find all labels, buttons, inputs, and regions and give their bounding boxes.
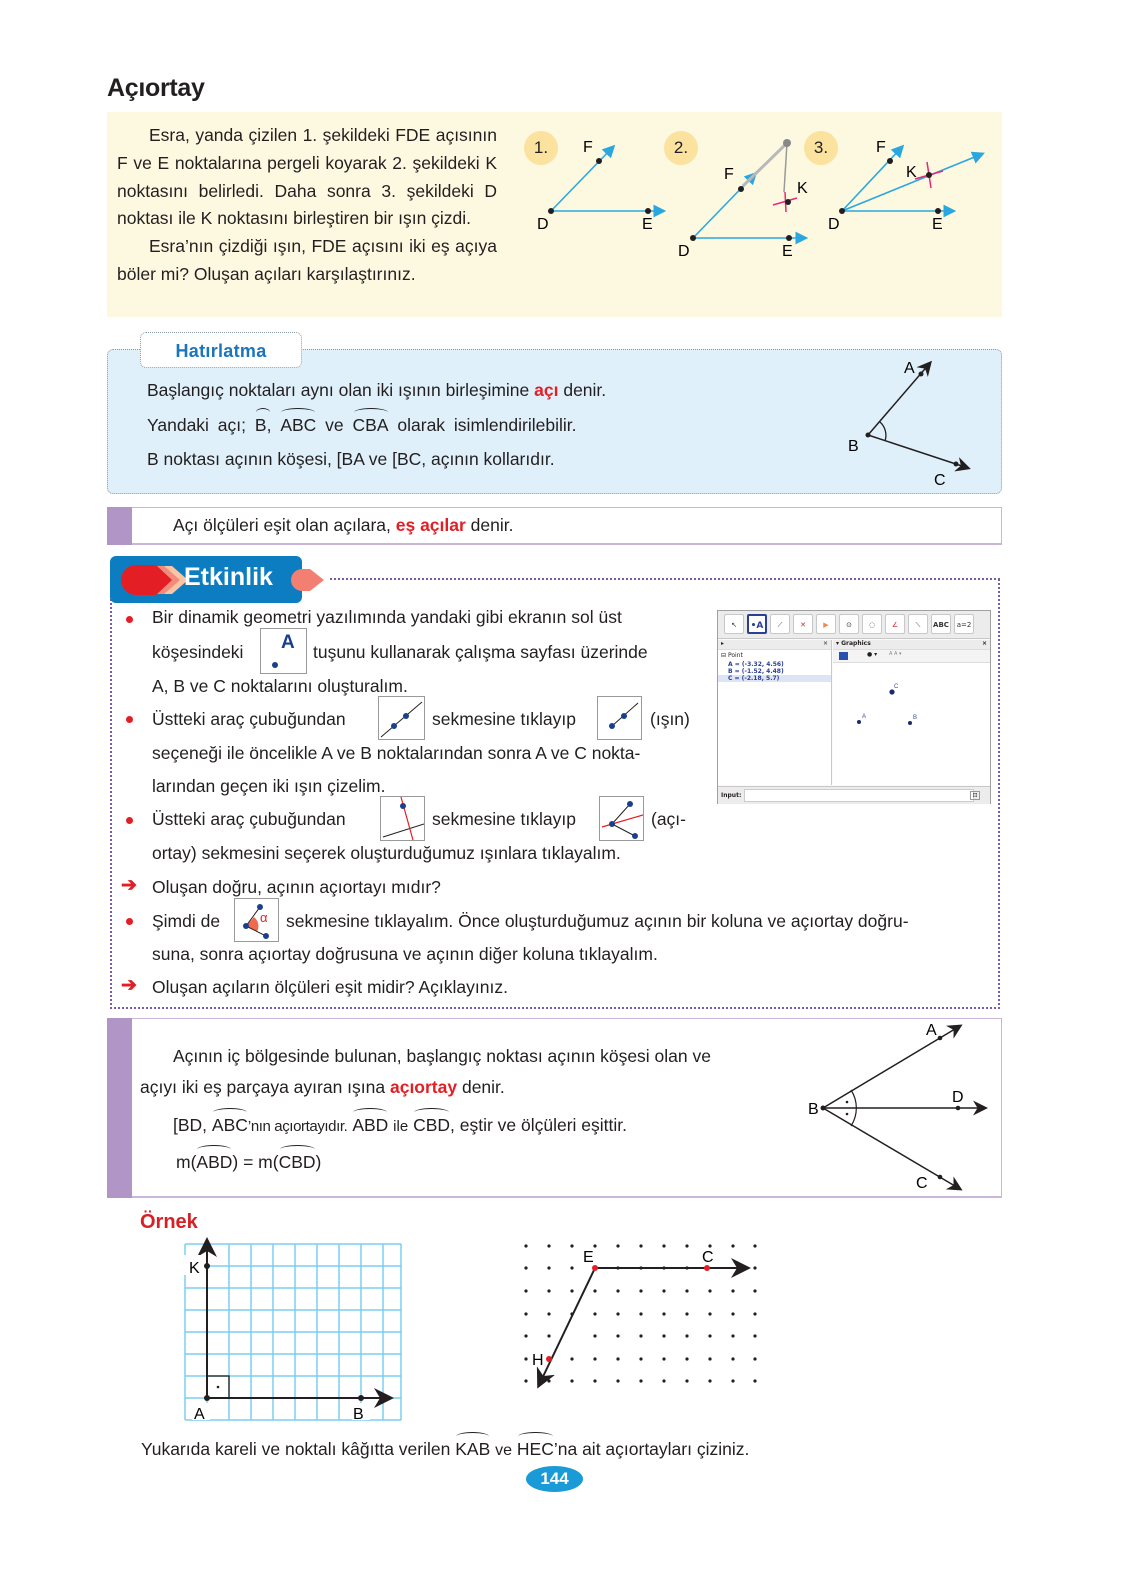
svg-text:K: K: [189, 1260, 200, 1277]
intro-paragraph-2: Esra’nın çizdiği ışın, FDE açısını iki eş açıya böler mi? Oluşan açıları karşılaştırınız.: [117, 236, 497, 284]
label-f: F: [583, 139, 593, 156]
angle-abc-figure: [840, 355, 990, 490]
svg-text:C: C: [916, 1175, 928, 1192]
activity-item-1-line-1: Bir dinamik geometri yazılımında yandaki gibi ekranın sol üst: [152, 607, 622, 627]
figure-1-badge: 1.: [524, 131, 558, 165]
intro-text: [117, 122, 497, 289]
figure-3-badge: 3.: [804, 131, 838, 165]
svg-text:D: D: [952, 1089, 964, 1106]
activity-item-2-line-1c: (ışın): [650, 709, 690, 729]
activity-item-1-line-3: A, B ve C noktalarını oluşturalım.: [152, 676, 408, 696]
input-field[interactable]: [744, 789, 974, 802]
angle-cba: CBA: [352, 415, 389, 435]
activity-item-2-line-1b: sekmesine tıklayıp: [432, 709, 576, 729]
algebra-view: ▸ × ⊟ Point A = (-3.32, 4.56) B = (-1.52, 4.48) C = (-2.18, 5.7): [718, 640, 832, 785]
angle-tool-icon[interactable]: [234, 898, 279, 942]
svg-text:K: K: [906, 164, 917, 181]
angle-b: B,: [254, 415, 272, 435]
polygon-tool-icon[interactable]: ▶: [816, 614, 836, 634]
term-aci: açı: [534, 380, 559, 400]
activity-question-2: Oluşan açıların ölçüleri eşit midir? Açıklayınız.: [152, 977, 508, 997]
svg-text:α: α: [260, 910, 268, 925]
circle-tool-icon[interactable]: ⊙: [839, 614, 859, 634]
svg-text:A: A: [926, 1022, 937, 1039]
term-aciortay: açıortay: [389, 1077, 458, 1097]
activity-item-1-line-2: köşesindeki: [152, 642, 244, 662]
circle-3pt-tool-icon[interactable]: ◌: [862, 614, 882, 634]
activity-item-4-line-1a: Şimdi de: [152, 911, 221, 931]
svg-text:B: B: [913, 715, 918, 721]
svg-text:D: D: [678, 243, 690, 260]
reminder-line-3: B noktası açının köşesi, [BA ve [BC, açının kolları​dır.: [147, 449, 555, 469]
input-bar: Input: ⊡: [718, 786, 990, 804]
term-es-acilar: eş açılar: [395, 515, 466, 535]
svg-text:E: E: [782, 243, 793, 260]
activity-item-4-line-1b: sekmesine tıklayalım. Önce oluşturduğumuz açının bir koluna ve açıortay doğru-: [286, 911, 909, 931]
graphics-view: ▾ Graphics × ● ▾ A A ▾ C A B: [833, 640, 990, 785]
move-tool-icon[interactable]: ↖: [724, 614, 744, 634]
activity-item-4-line-2: suna, sonra açıortay doğrusuna ve açının diğer koluna tıklayalım.: [152, 944, 658, 964]
angle-bisector-tool-icon[interactable]: [599, 796, 644, 841]
svg-text:B: B: [848, 438, 859, 455]
algebra-point-c[interactable]: C = (-2.18, 5.7): [718, 675, 831, 682]
activity-item-3-line-1a: Üstteki araç çubuğundan: [152, 809, 346, 829]
svg-text:B: B: [808, 1101, 819, 1118]
activity-item-3-line-1b: sekmesine tıklayıp: [432, 809, 576, 829]
fde-angle-construction-figures: [515, 110, 1005, 270]
bisector-def-line-1: Açının iç bölgesinde bulunan, başlangıç noktası açının köşesi olan ve: [173, 1046, 711, 1066]
software-toolbar: [718, 611, 990, 639]
angle-hec: HEC: [516, 1439, 554, 1459]
angle-bisector-figure: [800, 1018, 1000, 1196]
activity-item-3-line-1c: (açı-: [651, 809, 686, 829]
svg-text:A: A: [862, 714, 867, 720]
activity-item-1-line-2b: tuşunu kullanarak çalışma sayfası üzerinde: [313, 642, 648, 662]
svg-text:F: F: [876, 139, 886, 156]
angle-kab: KAB: [455, 1439, 491, 1459]
bullet: [126, 616, 133, 623]
perpendicular-tool-icon[interactable]: ✕: [793, 614, 813, 634]
angle-tool-icon[interactable]: ∠: [885, 614, 905, 634]
svg-text:C: C: [934, 472, 946, 489]
page-number: 144: [526, 1466, 583, 1492]
bisector-def-line-2: açıyı iki eş parçaya ayıran ışına açıortay denir.: [140, 1077, 505, 1097]
svg-text:B: B: [353, 1406, 364, 1423]
svg-text:F: F: [724, 166, 734, 183]
svg-text:K: K: [797, 180, 808, 197]
svg-text:D: D: [828, 216, 840, 233]
bisector-def-line-3: [BD, ABC’nın açıortayıdır. ABD ile CBD, eştir ve ölçüleri eşittir.: [173, 1115, 628, 1135]
activity-question-1: Oluşan doğru, açının açıortayı mıdır?: [152, 877, 441, 897]
point-tool-icon[interactable]: A: [260, 628, 307, 674]
arrow-icon: ➔: [121, 875, 137, 896]
reminder-tab: Hatırlatma: [140, 332, 302, 368]
perpendicular-tool-icon[interactable]: [380, 796, 425, 841]
svg-text:D: D: [537, 216, 549, 233]
line-tool-icon[interactable]: [378, 696, 425, 740]
activity-item-2-line-3: larından geçen iki ışın çizelim.: [152, 776, 386, 796]
svg-text:E: E: [583, 1249, 594, 1266]
example-title: Örnek: [140, 1211, 198, 1233]
line-tool-icon[interactable]: ⟋: [770, 614, 790, 634]
figure-2-badge: 2.: [664, 131, 698, 165]
bullet: [126, 817, 133, 824]
angle-abc: ABC: [280, 415, 317, 435]
svg-text:A: A: [904, 360, 915, 377]
activity-title: Etkinlik: [184, 563, 273, 591]
bullet: [126, 716, 133, 723]
page-title: Açıortay: [107, 74, 205, 102]
dot-paper-angle-hec: [515, 1235, 765, 1395]
geometry-software-screenshot: [717, 610, 991, 804]
bisector-definition-bar: [107, 1018, 132, 1198]
input-help-icon[interactable]: ⊡: [970, 791, 980, 800]
text-tool-icon[interactable]: ABC: [931, 614, 951, 634]
equal-angles-text: Açı ölçüleri eşit olan açılara, eş açılar denir.: [173, 515, 514, 535]
svg-text:E: E: [932, 216, 943, 233]
activity-item-2-line-1a: Üstteki araç çubuğundan: [152, 709, 346, 729]
reflect-tool-icon[interactable]: ⟍: [908, 614, 928, 634]
point-tool-icon[interactable]: •A: [747, 614, 767, 634]
reminder-line-2: Yandaki açı; B, ABC ve CBA olarak isimlendirilebilir.: [147, 415, 577, 435]
activity-top-border: [330, 578, 1000, 580]
algebra-point-a[interactable]: A = (-3.32, 4.56): [728, 661, 784, 668]
svg-text:E: E: [642, 216, 653, 233]
bisector-formula: m(ABD) = m(CBD): [176, 1152, 322, 1172]
intro-paragraph-1: Esra, yanda çizilen 1. şekildeki FDE açısının F ve E noktalarına pergeli koyarak 2. şekildeki K noktasını belirledi. Daha sonra 3. şekildeki D noktası ile K noktasını birleştiren bir ışın çizdi.: [117, 125, 497, 229]
svg-text:A: A: [194, 1406, 205, 1423]
reminder-line-1: Başlangıç noktaları aynı olan iki ışının birleşimine açı denir.: [147, 380, 607, 400]
grid-paper-angle-kab: [180, 1235, 410, 1425]
activity-item-3-line-2: ortay) sekmesini seçerek oluşturduğumuz ışınlara tıklayalım.: [152, 843, 621, 863]
slider-tool-icon[interactable]: a=2: [954, 614, 974, 634]
svg-text:H: H: [532, 1352, 544, 1369]
activity-item-2-line-2: seçeneği ile öncelikle A ve B noktalarından sonra A ve C nokta-: [152, 743, 641, 763]
equal-angles-bar: [107, 507, 132, 545]
svg-text:C: C: [702, 1249, 714, 1266]
arrow-icon: ➔: [121, 975, 137, 996]
ray-tool-icon[interactable]: [597, 696, 642, 740]
algebra-point-b[interactable]: B = (-1.52, 4.48): [728, 668, 784, 675]
svg-text:C: C: [894, 684, 899, 690]
example-instruction: Yukarıda kareli ve noktalı kâğıtta verilen KAB ve HEC’na ait açıortayları çiziniz.: [141, 1439, 750, 1459]
bullet: [126, 918, 133, 925]
